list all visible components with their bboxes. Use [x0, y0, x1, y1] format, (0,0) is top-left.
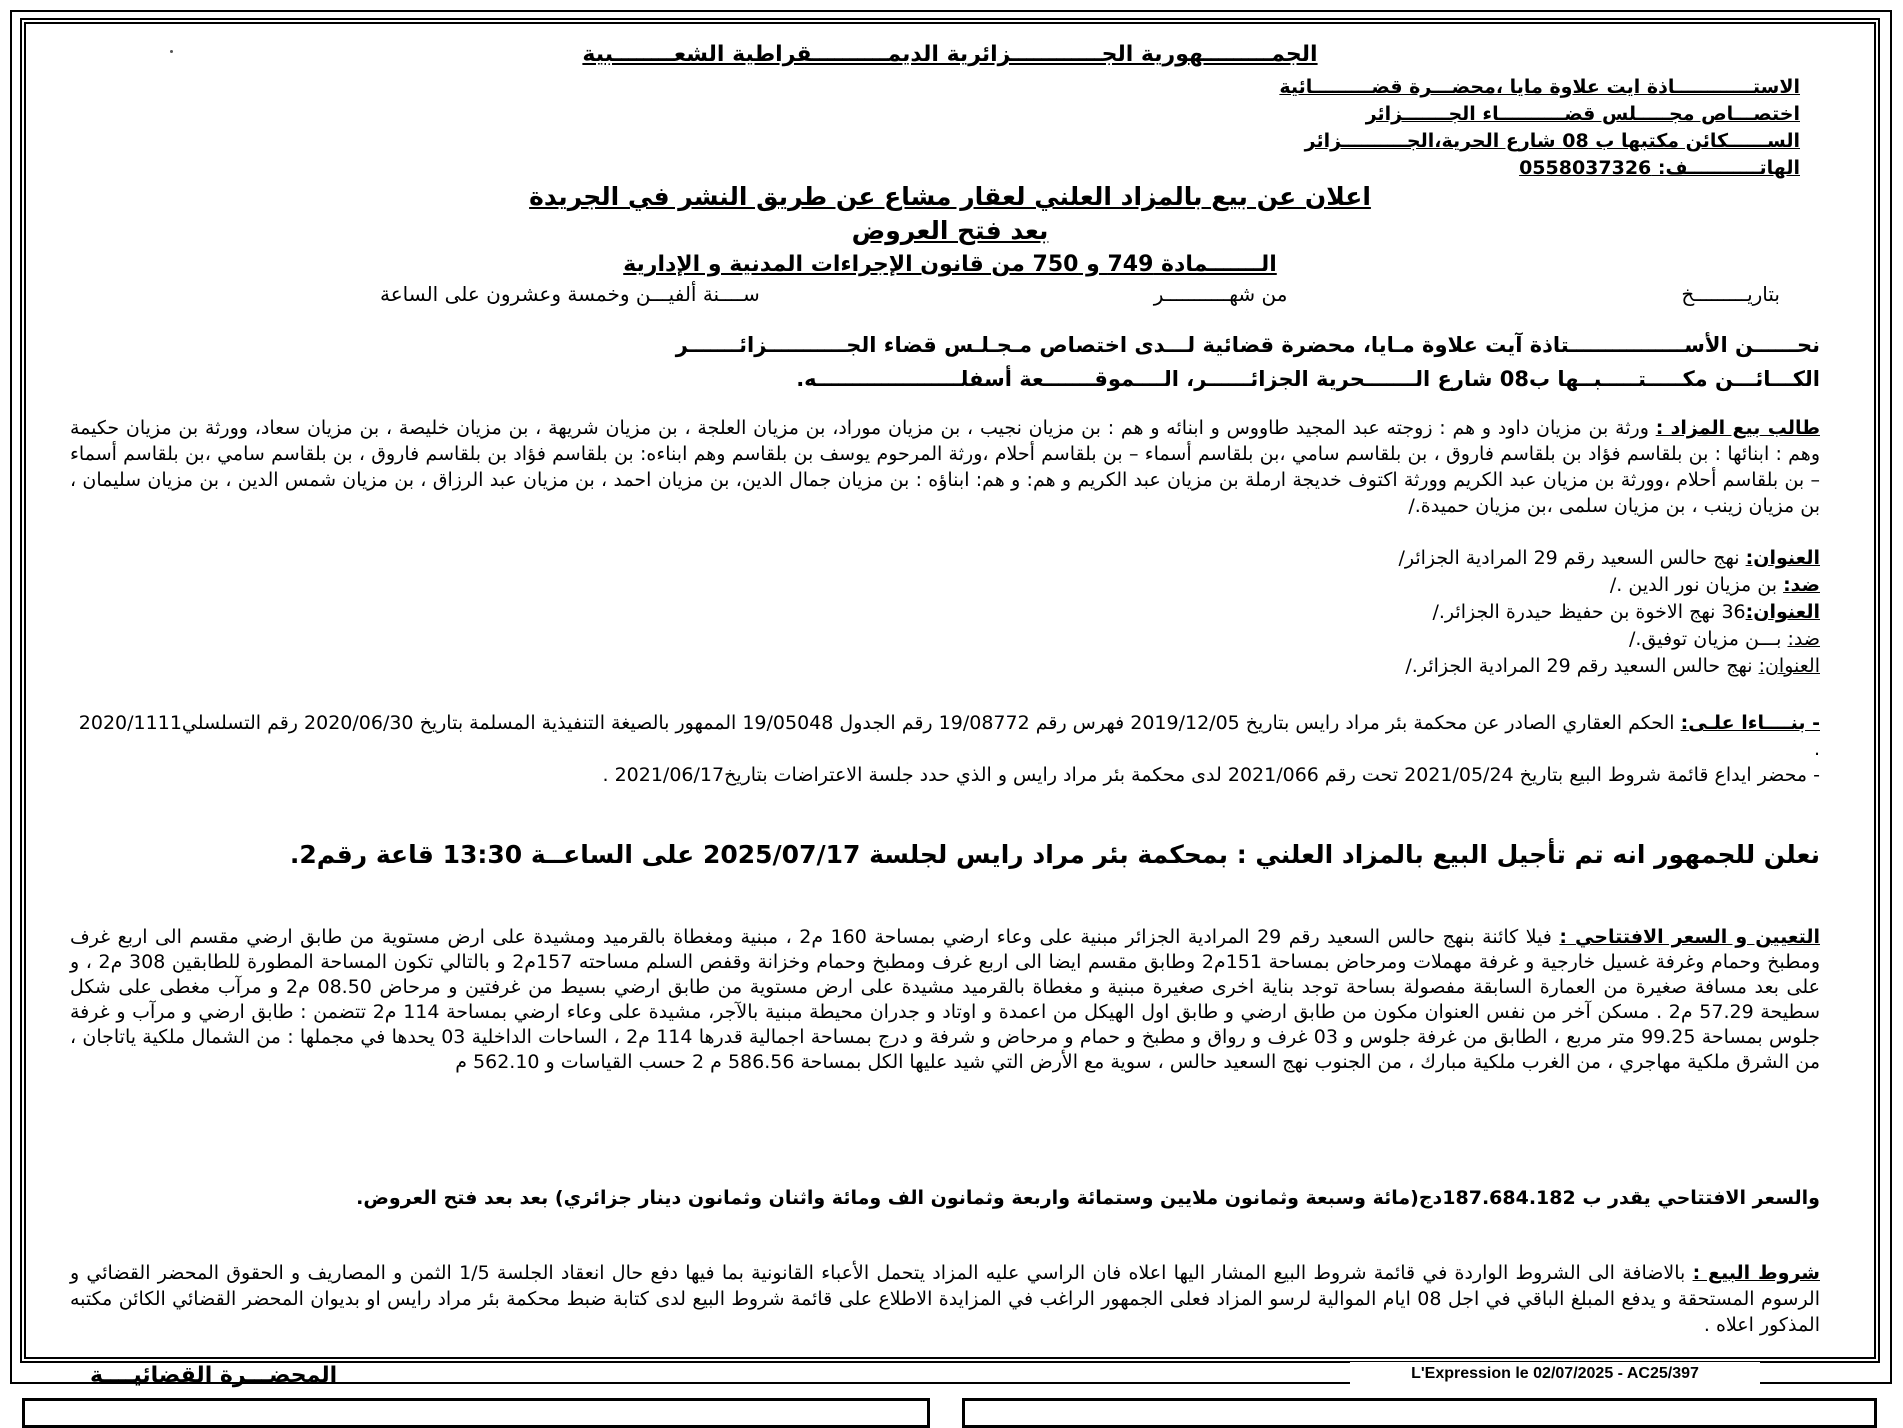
against-1: ضد: بن مزيان نور الدين ./	[1609, 574, 1820, 596]
signature: المحضـــرة القضائيــــة	[90, 1363, 338, 1388]
next-notice-box-right	[962, 1398, 1877, 1428]
sale-terms	[70, 1260, 1820, 1338]
basis-judgment: - بنــــاءا علـى: الحكم العقاري الصادر عن محكمة بئر مراد رايس بتاريخ 2019/12/05 فهرس رقم 19/08772 رقم الجدول 19/05048 الممهور بالصيغة التنفيذية المسلمة بتاريخ 2020/06/30 رقم التسلسلي2020/1111 .	[78, 712, 1820, 760]
property-description	[70, 925, 1820, 1075]
officer-address: الســــــكائن مكتبها ب 08 شارع الحرية،الجــــــــــزائر	[1304, 130, 1800, 152]
address-1: العنوان: نهج حالس السعيد رقم 29 المرادية الجزائر/	[1398, 547, 1820, 569]
auction-announcement: نعلن للجمهور انه تم تأجيل البيع بالمزاد العلني : بمحكمة بئر مراد رايس لجلسة 2025/07/17 على الساعــة 13:30 قاعة رقم2.	[289, 840, 1820, 869]
legal-basis	[70, 710, 1820, 788]
against-2: ضد: بـــن مزيان توفيق./	[1629, 628, 1820, 650]
terms-label: شروط البيع :	[1692, 1262, 1820, 1284]
date-year: ســــنة ألفيـــن وخمسة وعشرون على الساعة	[380, 282, 760, 306]
address-2: العنوان:36 نهج الاخوة بن حفيظ حيدرة الجزائر./	[1432, 601, 1820, 623]
address-3: العنوان: نهج حالس السعيد رقم 29 المرادية الجزائر./	[1405, 655, 1820, 677]
applicants-label: طالب بيع المزاد :	[1655, 417, 1820, 439]
officer-jurisdiction: اختصـــاص مجـــــلس قضــــــــــاء الجـــــــزائر	[1365, 103, 1800, 125]
notice-title	[40, 180, 1860, 282]
addresses	[920, 545, 1820, 680]
applicants-paragraph	[70, 415, 1820, 519]
publication-footer: L'Expression le 02/07/2025 - AC25/397	[1350, 1362, 1760, 1386]
terms-text: بالاضافة الى الشروط الواردة في قائمة شروط البيع المشار اليها اعلاه فان الراسي عليه المزاد يتحمل الأعباء القانونية بما فيها دفع حال انعقاد الجلسة 1/5 الثمن و المصاريف و الحقوق المحضر القضائي و الرسوم المستحقة و يدفع المبلغ الباقي في اجل 08 ايام الموالية لرسو المزاد فعلى الجمهور الراغب في المزايدة الاطلاع على قائمة شروط البيع لدى كتابة ضبط محكمة بئر مراد رايس او بديوان المحضر القضائي الكائن مكتبه المذكور اعلاه .	[70, 1262, 1820, 1336]
officer-statement	[70, 328, 1820, 396]
statement-line-2: الكـــائـــن مكـــــتـــــبــها ب08 شارع الـــــــحرية الجزائــــــر، الــــموقـــــــعة أسفلــــــــــــــــــــه.	[796, 367, 1820, 391]
officer-name: الاستــــــــــــاذة ايت علاوة مايا ،محضـــرة قضـــــــــائية	[1279, 76, 1800, 98]
title-sub: بعد فتح العروض	[851, 216, 1049, 245]
republic-header: الجمـــــــــهورية الجــــــــــــزائرية الديمــــــــــقراطية الشعــــــــبية	[582, 42, 1318, 67]
officer-info	[1279, 74, 1800, 182]
title-main: اعلان عن بيع بالمزاد العلني لعقار مشاع عن طريق النشر في الجريدة	[529, 182, 1371, 211]
date-day: بتاريـــــــــخ	[1681, 282, 1780, 306]
next-notice-box-left	[22, 1398, 930, 1428]
opening-price: والسعر الافتتاحي يقدر ب 187.684.182دج(مائة وسبعة وثمانون ملايين وستمائة واربعة وثمانون الف ومائة واثنان وثمانون دينار جزائري) بعد بعد فتح العروض.	[356, 1187, 1820, 1209]
applicants-text: ورثة بن مزيان داود و هم : زوجته عبد المجيد طاووس و ابنائه و هم : بن مزيان نجيب ، بن مزيان موراد، بن مزيان العلجة ، بن مزيان شريهة ، بن مزيان خليصة ، بن مزيان سعاد، وورثة بن مزيان حكيمة وهم : ابنائها : بن بلقاسم فؤاد بن بلقاسم فاروق ، بن بلقاسم سامي ،بن بلقاسم أسماء – بن بلقاسم أحلام ،ورثة المرحوم يوسف بن بلقاسم وهم ابناءه: بن بلقاسم فؤاد بن بلقاسم فاروق ، بن بلقاسم سامي ،بن بلقاسم أسماء – بن بلقاسم أحلام ،وورثة بن مزيان عبد الكريم وورثة اكتوف خديجة ارملة بن مزيان عبد الكريم و هم: و هم: ابناؤه : بن مزيان جمال الدين، بن مزيان احمد ، بن مزيان عبد الرزاق ، بن مزيان شمس الدين ، بن مزيان سليمان ، بن مزيان زينب ، بن مزيان سلمى ،بن مزيان حميدة./	[70, 417, 1820, 517]
date-month: من شهـــــــــــر	[1153, 282, 1288, 306]
title-article: الـــــــمادة 749 و 750 من قانون الإجراءات المدنية و الإدارية	[623, 252, 1277, 277]
description-text: فيلا كائنة بنهج حالس السعيد رقم 29 المرادية الجزائر مبنية على وعاء ارضي بمساحة 160 م2 ، مبنية ومغطاة بالقرميد ومشيدة على ارض مستوية من طابق ارضي مقسم الى اربع غرف ومطبخ وحمام وغرفة غسيل خارجية و غرفة مهملات ومرحاض بمساحة 151م2 وطابق مقسم ايضا الى اربع غرف ومطبخ وحمام وخزانة وقفص السلم مساحته 157م2 و بالتالي تكون المساحة المطورة للطابقين 308 م2 ، و على بعد مسافة صغيرة من العمارة السابقة مفصولة بساحة توجد بناية اخرى صغيرة مبنية و مغطاة بالقرميد مشيدة على ارض مستوية من طابق ارضي بسيط من غرفتين و مرحاض 08.50 م2 و مرآب مغطى على شكل سطيحة 57.29 م2 . مسكن آخر من نفس العنوان مكون من طابق ارضي و طابق اول الهيكل من اعمدة و اوتاد و جدران محيطة مبنية بالآجر، مشيدة على وعاء ارضي بمساحة 114 م2 تتضمن : طابق ارضي و مرآب و غرفة جلوس بمساحة 99.25 متر مربع ، الطابق من غرفة جلوس و 03 غرف و رواق و مطبخ و حمام و مرحاض و شرفة و درج بمساحة اجمالية قدرها 114 م2 ، الساحات الداخلية 03 يحدها في مجملها : من الشمال ملكية ياتاجان ، من الشرق ملكية مهاجري ، من الغرب ملكية مبارك ، من الجنوب نهج السعيد حالس ، سوية مع الأرض التي شيد عليها الكل بمساحة 586.56 م 2 حسب القياسات و 562.10 م	[70, 926, 1821, 1073]
description-label: التعيين و السعر الافتتاحي :	[1559, 926, 1820, 948]
date-line	[40, 282, 1860, 306]
statement-line-1: نحــــــن الأســــــــــــــــتاذة آيت علاوة مـايا، محضرة قضائية لـــدى اختصاص مـجـلـس قضاء الجـــــــــــزائـــــــر	[675, 333, 1820, 357]
officer-phone: الهاتـــــــــــف: 0558037326	[1519, 157, 1800, 179]
basis-deposit: - محضر ايداع قائمة شروط البيع بتاريخ 2021/05/24 تحت رقم 2021/066 لدى محكمة بئر مراد رايس و الذي حدد جلسة الاعتراضات بتاريخ2021/06/17 .	[602, 764, 1820, 786]
